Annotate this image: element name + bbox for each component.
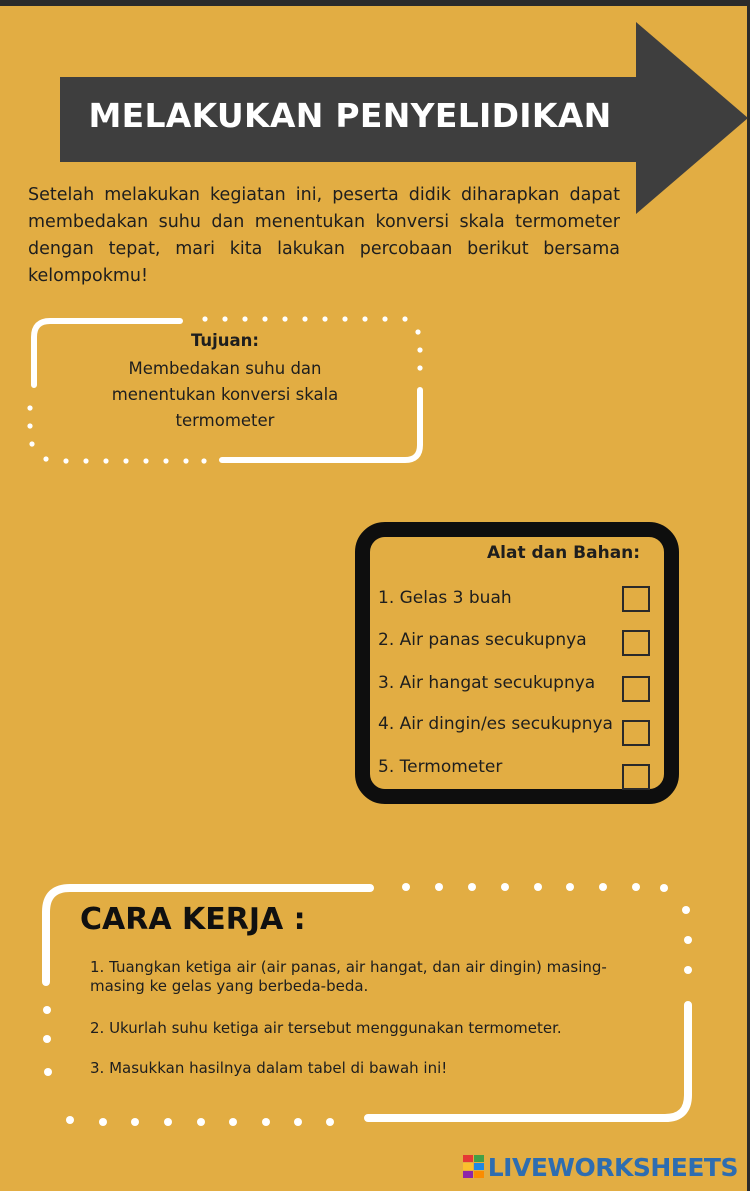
page-title: MELAKUKAN PENYELIDIKAN — [88, 96, 612, 135]
liveworksheets-logo-icon — [463, 1155, 485, 1179]
alat-bahan-heading: Alat dan Bahan: — [487, 543, 641, 563]
cara-kerja-step-1: 1. Tuangkan ketiga air (air panas, air hangat, dan air dingin) masing-masing ke gelas yang berbeda-beda. — [90, 958, 607, 995]
alat-item-4: 4. Air dingin/es secukupnya — [378, 714, 613, 734]
cara-kerja-heading: CARA KERJA : — [80, 902, 306, 937]
cara-kerja-step-2: 2. Ukurlah suhu ketiga air tersebut menggunakan termometer. — [90, 1019, 562, 1037]
alat-item-3: 3. Air hangat secukupnya — [378, 673, 596, 693]
liveworksheets-footer[interactable] — [463, 1150, 738, 1184]
tujuan-heading: Tujuan: — [190, 331, 260, 350]
checkbox-item-4[interactable] — [622, 720, 650, 746]
liveworksheets-brand: LIVEWORKSHEETS — [487, 1152, 738, 1182]
alat-item-1: 1. Gelas 3 buah — [378, 588, 512, 608]
cara-kerja-step-3: 3. Masukkan hasilnya dalam tabel di bawah ini! — [90, 1059, 448, 1077]
checkbox-item-1[interactable] — [622, 586, 650, 612]
alat-item-5: 5. Termometer — [378, 757, 503, 777]
tujuan-text: Membedakan suhu dan menentukan konversi skala termometer — [111, 359, 339, 430]
intro-paragraph: Setelah melakukan kegiatan ini, peserta didik diharapkan dapat membedakan suhu dan menentukan konversi skala termometer dengan tepat, mari kita lakukan percobaan berikut bersama kelompokmu! — [28, 185, 620, 286]
checkbox-item-3[interactable] — [622, 676, 650, 702]
alat-item-2: 2. Air panas secukupnya — [378, 630, 587, 650]
checkbox-item-2[interactable] — [622, 630, 650, 656]
checkbox-item-5[interactable] — [622, 764, 650, 790]
